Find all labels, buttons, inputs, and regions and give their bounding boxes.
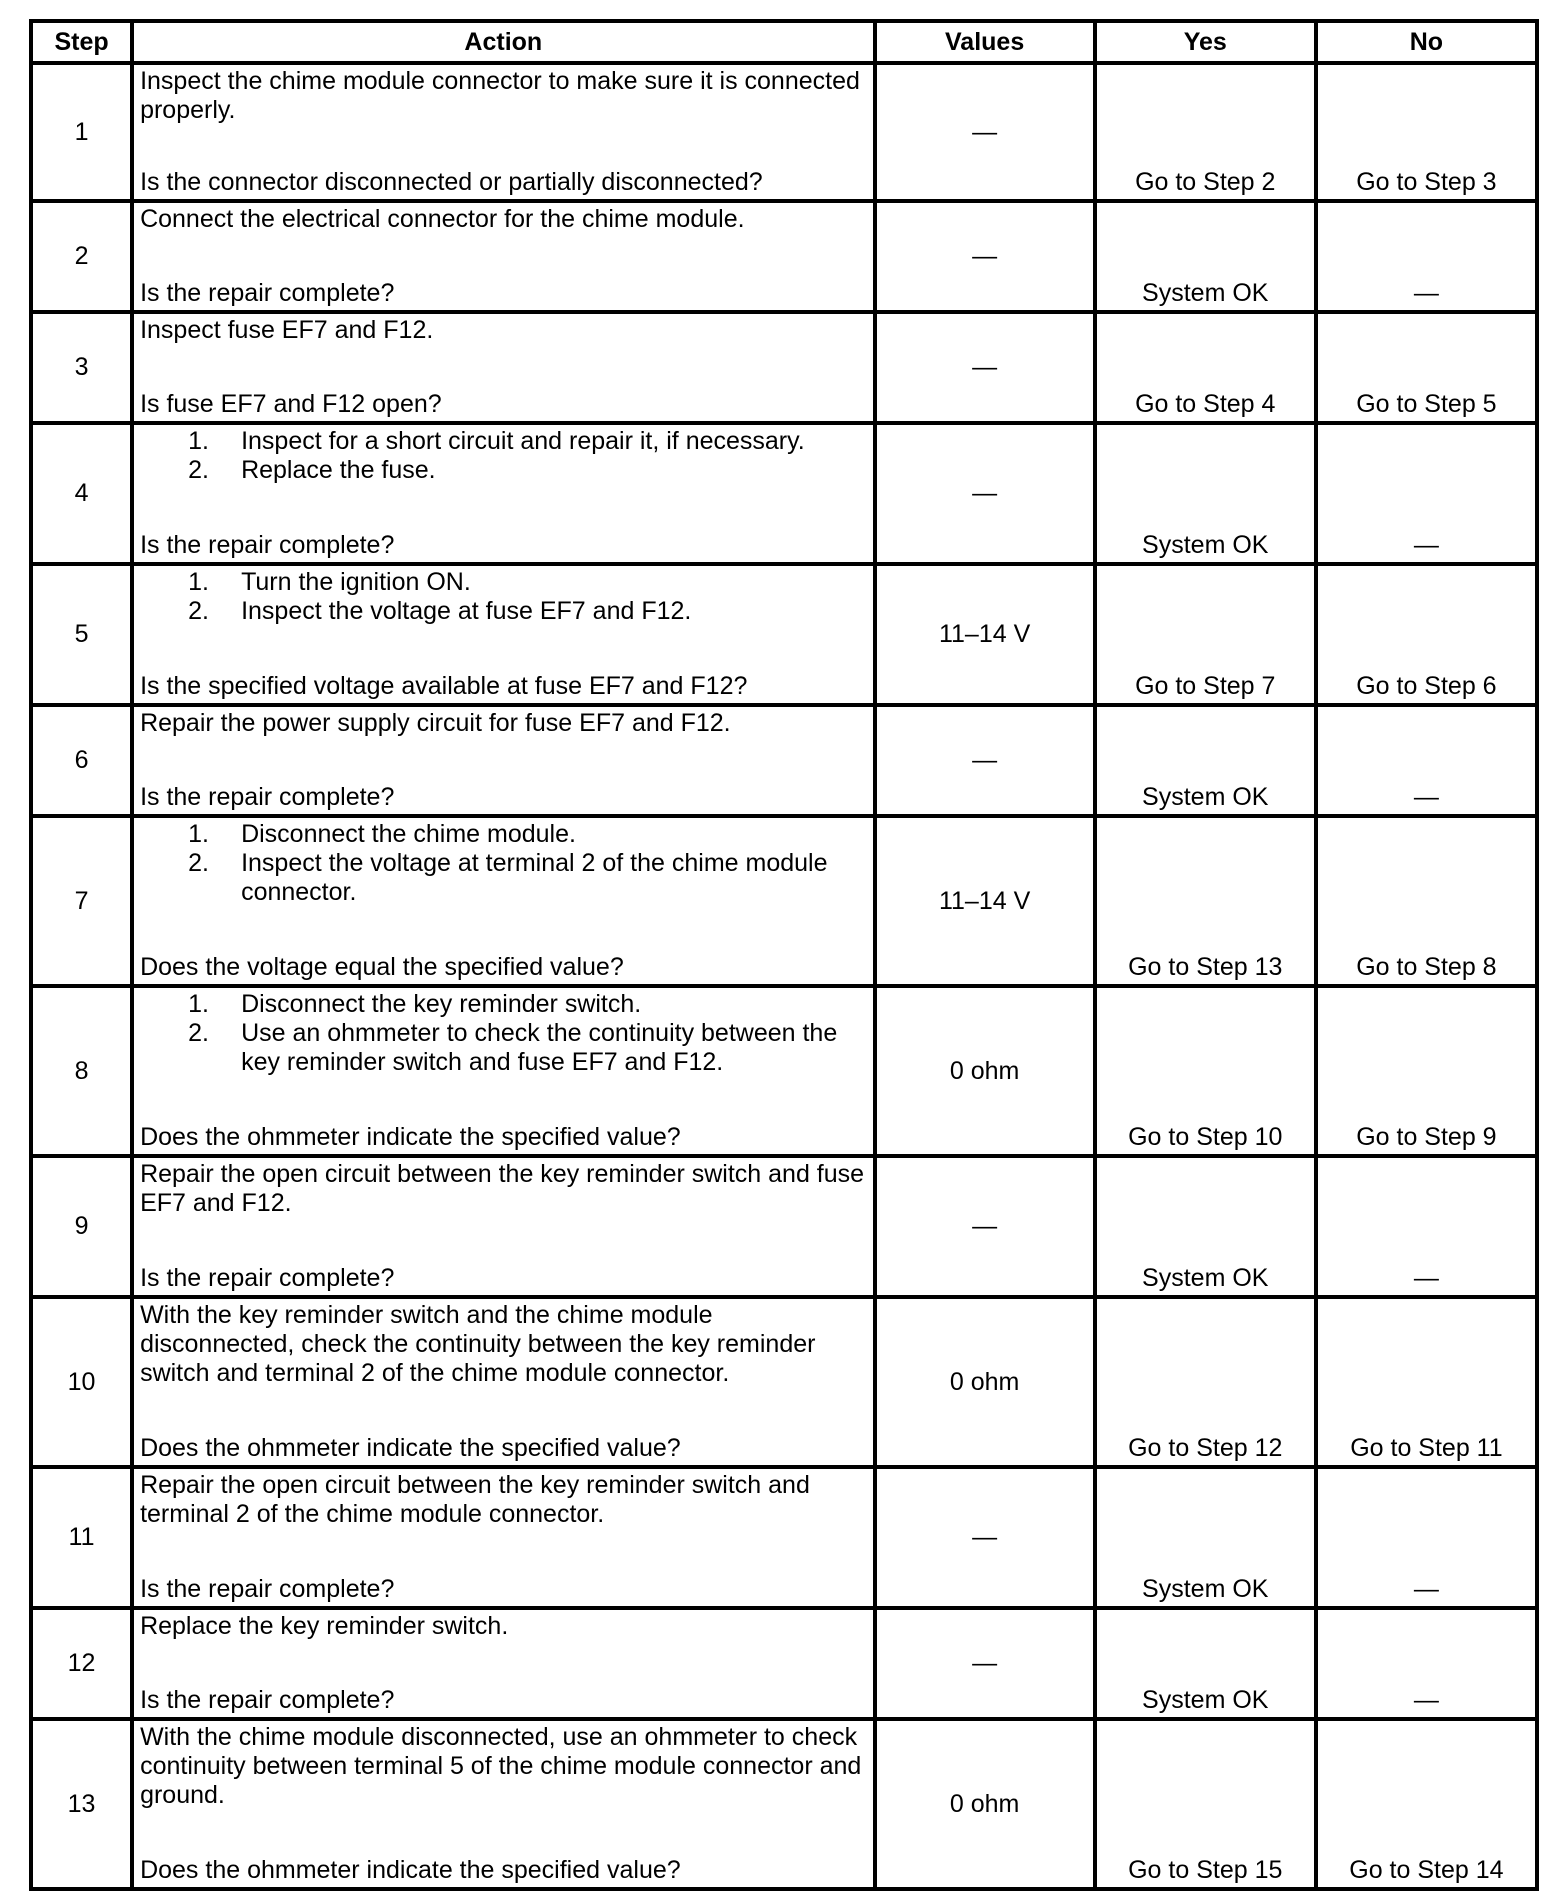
table-row [31,423,1537,564]
action-cell [132,1156,874,1297]
action-instructions [140,1612,866,1641]
action-cell [132,1608,874,1719]
action-cell [132,63,874,201]
action-step-list [140,820,866,907]
no-result: Go to Step 8 [1316,816,1537,986]
yes-result: System OK [1095,1608,1316,1719]
action-cell [132,423,874,564]
value-cell: — [875,63,1095,201]
action-text: Inspect fuse EF7 and F12. [140,316,434,344]
step-number: 9 [31,1156,132,1297]
no-result: — [1316,1156,1537,1297]
yes-result: System OK [1095,423,1316,564]
action-step-list [140,427,866,485]
value-cell: — [875,1608,1095,1719]
table-row [31,63,1537,201]
yes-result: System OK [1095,201,1316,312]
yes-result: Go to Step 13 [1095,816,1316,986]
action-instructions [140,1723,866,1810]
list-item [140,568,866,597]
step-number: 4 [31,423,132,564]
list-item-text: Use an ohmmeter to check the continuity between the key reminder switch and fuse EF7 and F12. [241,1019,838,1076]
no-result: — [1316,423,1537,564]
list-item-text: Replace the fuse. [241,456,436,484]
action-text: Repair the power supply circuit for fuse EF7 and F12. [140,709,731,737]
list-item-number: 1. [188,568,209,596]
action-text: With the key reminder switch and the chime module disconnected, check the continuity between the key reminder switch and terminal 2 of the chime module connector. [140,1301,816,1387]
header-no: No [1316,21,1537,63]
table-row [31,1297,1537,1467]
action-text: Inspect the chime module connector to make sure it is connected properly. [140,67,860,124]
action-question: Is the repair complete? [140,279,395,307]
action-question: Is the repair complete? [140,1686,395,1714]
no-result: Go to Step 5 [1316,312,1537,423]
no-result: — [1316,1467,1537,1608]
yes-result: Go to Step 12 [1095,1297,1316,1467]
table-row [31,1608,1537,1719]
step-number: 11 [31,1467,132,1608]
action-question: Is the repair complete? [140,1264,395,1292]
yes-result: Go to Step 7 [1095,564,1316,705]
value-cell: — [875,201,1095,312]
table-row [31,1719,1537,1889]
step-number: 12 [31,1608,132,1719]
action-cell [132,705,874,816]
list-item-number: 2. [188,456,209,484]
table-row [31,312,1537,423]
action-question: Is the repair complete? [140,1575,395,1603]
action-text: Connect the electrical connector for the chime module. [140,205,745,233]
action-instructions [140,990,866,1077]
action-text: Repair the open circuit between the key reminder switch and terminal 2 of the chime module connector. [140,1471,810,1528]
list-item-number: 2. [188,597,209,625]
list-item-number: 2. [188,1019,209,1047]
header-row [31,21,1537,63]
no-result: Go to Step 9 [1316,986,1537,1156]
header-values: Values [875,21,1095,63]
action-cell [132,816,874,986]
value-cell: 11–14 V [875,564,1095,705]
yes-result: System OK [1095,705,1316,816]
step-number: 8 [31,986,132,1156]
no-result: Go to Step 11 [1316,1297,1537,1467]
step-number: 7 [31,816,132,986]
action-question: Is the repair complete? [140,783,395,811]
step-number: 6 [31,705,132,816]
action-question: Does the voltage equal the specified value? [140,953,624,981]
list-item [140,849,866,907]
list-item [140,456,866,485]
list-item [140,1019,866,1077]
action-question: Does the ohmmeter indicate the specified value? [140,1434,681,1462]
diagnostic-table [29,19,1539,1891]
list-item [140,597,866,626]
yes-result: Go to Step 2 [1095,63,1316,201]
value-cell: — [875,1467,1095,1608]
action-step-list [140,990,866,1077]
action-cell [132,312,874,423]
action-step-list [140,568,866,626]
step-number: 10 [31,1297,132,1467]
action-question: Does the ohmmeter indicate the specified value? [140,1123,681,1151]
list-item-number: 1. [188,990,209,1018]
table-row [31,201,1537,312]
yes-result: Go to Step 4 [1095,312,1316,423]
no-result: — [1316,201,1537,312]
action-question: Is the repair complete? [140,531,395,559]
action-question: Does the ohmmeter indicate the specified value? [140,1856,681,1884]
list-item-text: Inspect for a short circuit and repair it, if necessary. [241,427,805,455]
table-row [31,705,1537,816]
action-cell [132,1297,874,1467]
yes-result: System OK [1095,1156,1316,1297]
list-item-number: 1. [188,427,209,455]
list-item [140,427,866,456]
action-instructions [140,568,866,626]
action-question: Is the connector disconnected or partially disconnected? [140,168,763,196]
table-row [31,816,1537,986]
value-cell: 0 ohm [875,1719,1095,1889]
no-result: — [1316,705,1537,816]
action-cell [132,564,874,705]
value-cell: — [875,705,1095,816]
action-instructions [140,1301,866,1388]
list-item-text: Disconnect the chime module. [241,820,576,848]
value-cell: 0 ohm [875,1297,1095,1467]
step-number: 1 [31,63,132,201]
action-cell [132,201,874,312]
action-instructions [140,316,866,345]
action-question: Is fuse EF7 and F12 open? [140,390,442,418]
step-number: 5 [31,564,132,705]
table-row [31,1156,1537,1297]
table-row [31,986,1537,1156]
action-instructions [140,67,866,125]
step-number: 3 [31,312,132,423]
step-number: 13 [31,1719,132,1889]
value-cell: 0 ohm [875,986,1095,1156]
yes-result: System OK [1095,1467,1316,1608]
action-cell [132,1719,874,1889]
no-result: Go to Step 14 [1316,1719,1537,1889]
action-instructions [140,820,866,907]
value-cell: — [875,1156,1095,1297]
value-cell: — [875,423,1095,564]
action-instructions [140,1471,866,1529]
action-text: With the chime module disconnected, use an ohmmeter to check continuity between terminal 5 of the chime module connector and ground. [140,1723,862,1809]
value-cell: — [875,312,1095,423]
no-result: Go to Step 3 [1316,63,1537,201]
action-text: Replace the key reminder switch. [140,1612,509,1640]
value-cell: 11–14 V [875,816,1095,986]
action-question: Is the specified voltage available at fuse EF7 and F12? [140,672,748,700]
list-item-text: Inspect the voltage at fuse EF7 and F12. [241,597,692,625]
list-item-text: Inspect the voltage at terminal 2 of the chime module connector. [241,849,828,906]
list-item-text: Disconnect the key reminder switch. [241,990,642,1018]
action-instructions [140,427,866,485]
table-row [31,564,1537,705]
action-cell [132,986,874,1156]
yes-result: Go to Step 10 [1095,986,1316,1156]
no-result: — [1316,1608,1537,1719]
list-item [140,990,866,1019]
action-text: Repair the open circuit between the key reminder switch and fuse EF7 and F12. [140,1160,865,1217]
action-cell [132,1467,874,1608]
yes-result: Go to Step 15 [1095,1719,1316,1889]
header-action: Action [132,21,874,63]
list-item [140,820,866,849]
table-row [31,1467,1537,1608]
list-item-number: 2. [188,849,209,877]
list-item-text: Turn the ignition ON. [241,568,471,596]
action-instructions [140,205,866,234]
list-item-number: 1. [188,820,209,848]
table-body [31,63,1537,1889]
no-result: Go to Step 6 [1316,564,1537,705]
header-yes: Yes [1095,21,1316,63]
action-instructions [140,709,866,738]
header-step: Step [31,21,132,63]
action-instructions [140,1160,866,1218]
step-number: 2 [31,201,132,312]
